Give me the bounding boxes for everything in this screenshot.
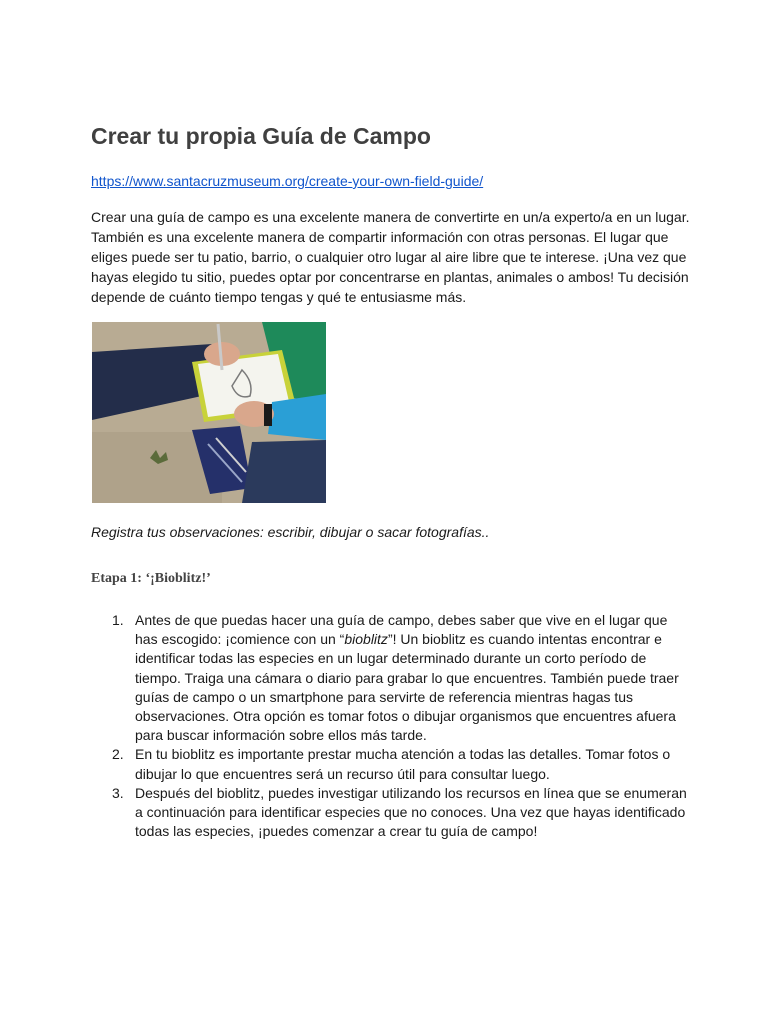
step-1-emphasis: bioblitz xyxy=(344,631,388,648)
steps-list xyxy=(91,611,691,841)
list-item-number: 1. xyxy=(112,612,124,628)
list-item-step-2 xyxy=(91,745,691,783)
list-item-step-3 xyxy=(91,784,691,842)
step-2-text: En tu bioblitz es importante prestar mucha atención a todas las detalles. Tomar fotos o dibujar lo que encuentres será un recurso útil para consultar luego. xyxy=(135,746,671,782)
step-1-text-after: ”! Un bioblitz es cuando intentas encontrar e identificar todas las especies en un lugar determinado durante un corto período de tiempo. Traiga una cámara o diario para grabar lo que encuentres. También puede traer guías de campo o un smartphone para servirte de referencia mientras hagas tus observaciones. Otra opción es tomar fotos o dibujar organismos que encuentres afuera para buscar información sobre ellos más tarde. xyxy=(135,631,679,744)
list-item-step-1 xyxy=(91,611,691,745)
photo-illustration xyxy=(92,322,326,503)
intro-paragraph: Crear una guía de campo es una excelente manera de convertirte en un/a experto/a en un lugar. También es una excelente manera de compartir información con otras personas. El lugar que eliges puede ser tu patio, barrio, o cualquier otro lugar al aire libre que te interese. ¡Una vez que hayas elegido tu sitio, puedes optar por concentrarse en plantas, animales o ambos! Tu decisión depende de cuánto tiempo tengas y qué te entusiasme más. xyxy=(91,209,690,305)
photo-caption: Registra tus observaciones: escribir, dibujar o sacar fotografías.. xyxy=(91,524,490,540)
dark-backpack xyxy=(242,440,326,503)
section-heading-stage-1: Etapa 1: ‘¡Bioblitz!’ xyxy=(91,571,211,586)
step-3-text: Después del bioblitz, puedes investigar utilizando los recursos en línea que se enumeran a continuación para identificar especies que no conoces. Una vez que hayas identificado todas las especies, ¡puedes comenzar a crear tu guía de campo! xyxy=(135,784,687,840)
list-item-number: 3. xyxy=(112,784,124,801)
page-title: Crear tu propia Guía de Campo xyxy=(91,123,431,149)
field-notes-photo xyxy=(92,322,326,503)
list-item-number: 2. xyxy=(112,746,124,763)
source-link[interactable]: https://www.santacruzmuseum.org/create-your-own-field-guide/ xyxy=(91,173,484,189)
step-1-text-before: Antes de que puedas hacer una guía de campo, debes saber que vive en el lugar que has escogido: ¡comience con un “ xyxy=(135,612,668,648)
wristwatch xyxy=(264,404,272,426)
